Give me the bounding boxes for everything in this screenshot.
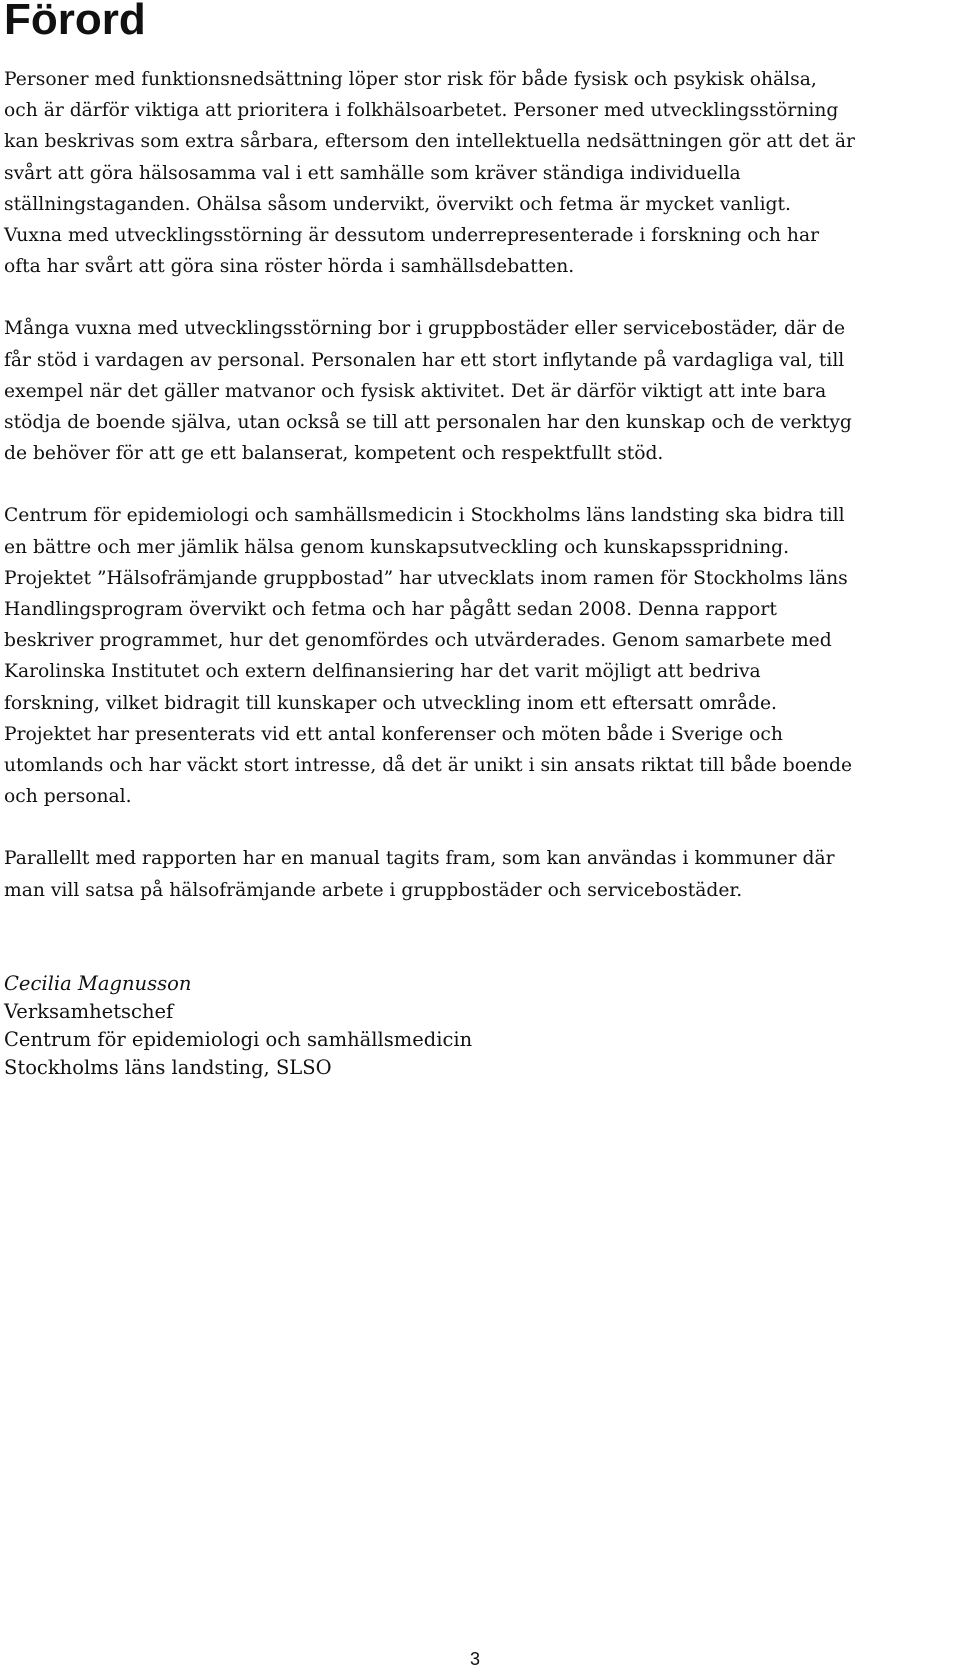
paragraph-line: Projektet ”Hälsofrämjande gruppbostad” har utvecklats inom ramen för Stockholms läns (4, 567, 848, 589)
paragraph-line: beskriver programmet, hur det genomfördes och utvärderades. Genom samarbete med (4, 630, 832, 652)
signature-unit: Centrum för epidemiologi och samhällsmedicin (4, 1028, 473, 1051)
paragraph-line: forskning, vilket bidragit till kunskaper och utveckling inom ett eftersatt område. (4, 692, 777, 714)
paragraph-line: exempel när det gäller matvanor och fysisk aktivitet. Det är därför viktigt att inte bara (4, 380, 827, 402)
page-number: 3 (470, 1649, 481, 1669)
paragraph-line: kan beskrivas som extra sårbara, eftersom den intellektuella nedsättningen gör att det är (4, 131, 855, 153)
paragraph-line: Vuxna med utvecklingsstörning är dessutom underrepresenterade i forskning och har (4, 225, 820, 247)
paragraph-line: Handlingsprogram övervikt och fetma och har pågått sedan 2008. Denna rapport (4, 599, 777, 621)
paragraph-line: Många vuxna med utvecklingsstörning bor i gruppbostäder eller servicebostäder, där de (4, 318, 846, 340)
paragraph-line: man vill satsa på hälsofrämjande arbete i gruppbostäder och servicebostäder. (4, 879, 743, 901)
paragraph-line: och är därför viktiga att prioritera i folkhälsoarbetet. Personer med utvecklingsstörning (4, 100, 839, 122)
paragraph-line: Karolinska Institutet och extern delfinansiering har det varit möjligt att bedriva (4, 661, 761, 683)
paragraph-line: Personer med funktionsnedsättning löper stor risk för både fysisk och psykisk ohälsa, (4, 69, 817, 90)
paragraph-line: Centrum för epidemiologi och samhällsmedicin i Stockholms läns landsting ska bidra till (4, 505, 845, 527)
paragraph-line: Parallellt med rapporten har en manual tagits fram, som kan användas i kommuner där (4, 848, 835, 870)
paragraph-line: utomlands och har väckt stort intresse, då det är unikt i sin ansats riktat till både boende (4, 755, 853, 777)
body-text (4, 64, 954, 937)
signature-role: Verksamhetschef (4, 1000, 174, 1023)
paragraph-1 (4, 64, 954, 282)
paragraph-line: ställningstaganden. Ohälsa såsom undervikt, övervikt och fetma är mycket vanligt. (4, 193, 791, 215)
paragraph-line: ofta har svårt att göra sina röster hörda i samhällsdebatten. (4, 256, 575, 278)
paragraph-2 (4, 313, 954, 469)
signature-block (4, 970, 472, 1082)
paragraph-line: en bättre och mer jämlik hälsa genom kunskapsutveckling och kunskapsspridning. (4, 536, 790, 558)
signature-organization: Stockholms läns landsting, SLSO (4, 1056, 332, 1079)
paragraph-line: stödja de boende själva, utan också se till att personalen har den kunskap och de verktyg (4, 412, 852, 434)
paragraph-line: de behöver för att ge ett balanserat, kompetent och respektfullt stöd. (4, 443, 664, 465)
page-title: Förord (4, 0, 146, 44)
paragraph-4 (4, 843, 954, 905)
paragraph-line: svårt att göra hälsosamma val i ett samhälle som kräver ständiga individuella (4, 162, 741, 184)
paragraph-line: Projektet har presenterats vid ett antal konferenser och möten både i Sverige och (4, 723, 783, 745)
paragraph-line: och personal. (4, 786, 132, 808)
paragraph-3 (4, 500, 954, 812)
signature-name: Cecilia Magnusson (4, 972, 192, 995)
paragraph-line: får stöd i vardagen av personal. Personalen har ett stort inflytande på vardagliga val, till (4, 349, 845, 371)
